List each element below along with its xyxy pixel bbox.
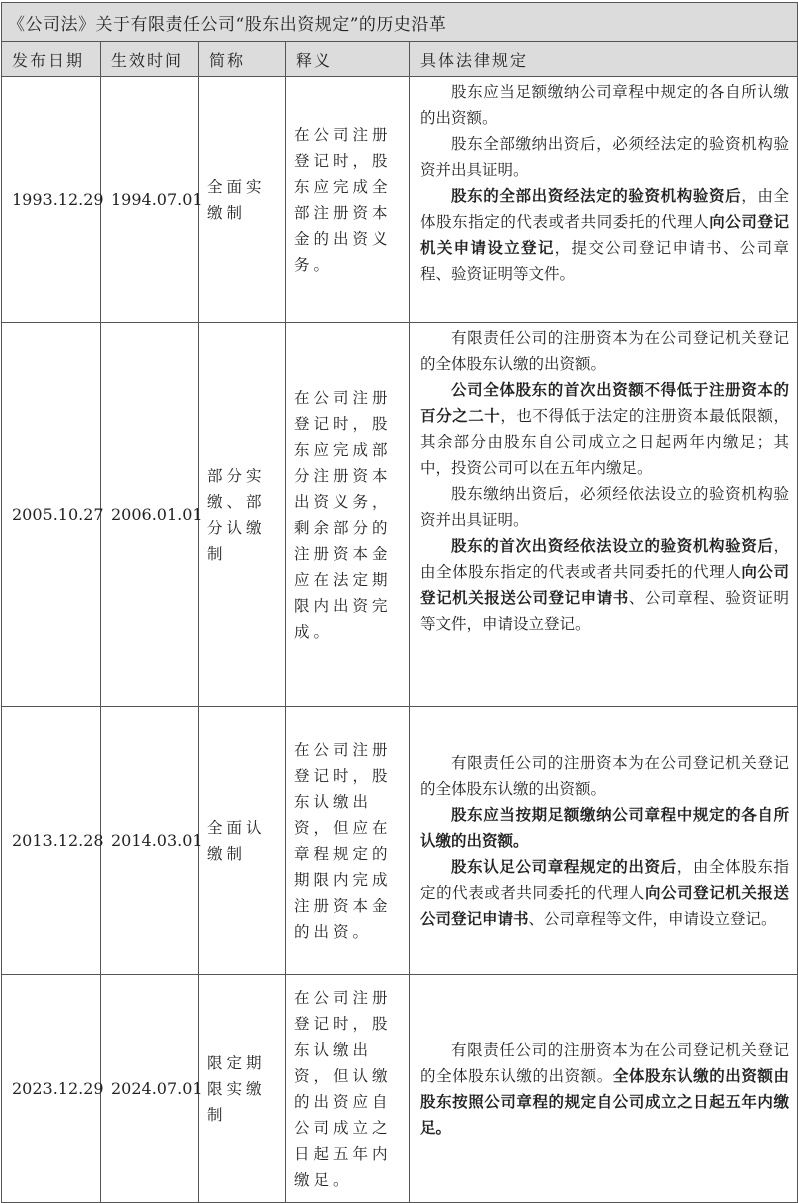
- publish-date: 2013.12.28: [2, 707, 101, 975]
- history-table: [1, 2, 798, 1203]
- law-text-run: 股东应当足额缴纳公司章程中规定的各自所认缴的出资额。: [420, 83, 789, 127]
- law-text-bold: 向公司登记机关申请设立登记: [420, 212, 789, 257]
- law-text-run: 有限责任公司的注册资本为在公司登记机关登记的全体股东认缴的出资额。: [420, 1040, 789, 1085]
- explanation: 在公司注册登记时，股东认缴出资，但认缴的出资应自公司成立之日起五年内缴足。: [286, 975, 410, 1203]
- header-explanation: 释义: [286, 42, 410, 77]
- law-text-run: ，提交公司登记申请书、公司章程、验资证明等文件。: [420, 239, 789, 283]
- law-text: [410, 975, 798, 1203]
- law-paragraph: [420, 750, 789, 802]
- law-paragraph: [420, 1037, 789, 1141]
- law-paragraph: [420, 183, 789, 287]
- law-paragraph: [420, 79, 789, 131]
- law-text: [410, 323, 798, 707]
- explanation: 在公司注册登记时，股东应完成全部注册资本金的出资义务。: [286, 77, 410, 323]
- table-row: [2, 707, 798, 975]
- law-text-bold: 向公司登记机关报送公司登记申请书: [420, 562, 789, 607]
- header-law-text: 具体法律规定: [410, 42, 798, 77]
- law-text-bold: 股东的全部出资经法定的验资机构验资后: [451, 186, 742, 205]
- publish-date: 1993.12.29: [2, 77, 101, 323]
- law-paragraph: [420, 802, 789, 854]
- law-text-run: ，由全体股东指定的代表或者共同委托的代理人: [420, 187, 789, 231]
- law-paragraph: [420, 377, 789, 481]
- table-row: [2, 323, 798, 707]
- law-paragraph: [420, 325, 789, 377]
- law-text-run: ，由全体股东指定的代表或者共同委托的代理人: [420, 857, 789, 902]
- explanation: 在公司注册登记时，股东应完成部分注册资本出资义务，剩余部分的注册资本金应在法定期限内出资完成。: [286, 323, 410, 707]
- short-name: 全面认缴制: [199, 707, 286, 975]
- law-text-run: 、公司章程、验资证明等文件，申请设立登记。: [420, 589, 789, 633]
- effective-date: 2024.07.01: [101, 975, 199, 1203]
- law-text: [410, 77, 798, 323]
- law-text: [410, 707, 798, 975]
- law-text-bold: 股东的首次出资经依法设立的验资机构验资后: [451, 536, 774, 555]
- table-title: 《公司法》关于有限责任公司“股东出资规定”的历史沿革: [2, 3, 798, 42]
- short-name: 部分实缴、部分认缴制: [199, 323, 286, 707]
- publish-date: 2023.12.29: [2, 975, 101, 1203]
- header-publish-date: 发布日期: [2, 42, 101, 77]
- law-text-run: 、公司章程等文件，申请设立登记。: [528, 909, 777, 928]
- law-paragraph: [420, 481, 789, 533]
- law-text-bold: 公司全体股东的首次出资额不得低于注册资本的百分之二十: [420, 380, 789, 425]
- short-name: 全面实缴制: [199, 77, 286, 323]
- effective-date: 2006.01.01: [101, 323, 199, 707]
- law-paragraph: [420, 854, 789, 932]
- effective-date: 2014.03.01: [101, 707, 199, 975]
- header-row: [2, 42, 798, 77]
- explanation: 在公司注册登记时，股东认缴出资，但应在章程规定的期限内完成注册资本金的出资。: [286, 707, 410, 975]
- table-row: [2, 77, 798, 323]
- effective-date: 1994.07.01: [101, 77, 199, 323]
- law-text-run: 股东缴纳出资后，必须经依法设立的验资机构验资并出具证明。: [420, 485, 789, 529]
- law-text-bold: 股东认足公司章程规定的出资后: [451, 856, 677, 876]
- law-text-run: 股东全部缴纳出资后，必须经法定的验资机构验资并出具证明。: [420, 135, 789, 179]
- publish-date: 2005.10.27: [2, 323, 101, 707]
- law-paragraph: [420, 131, 789, 183]
- law-text-run: 有限责任公司的注册资本为在公司登记机关登记的全体股东认缴的出资额。: [420, 753, 789, 798]
- law-text-run: ，也不得低于法定的注册资本最低限额，其余部分由股东自公司成立之日起两年内缴足；其中，投资公司可以在五年内缴足。: [420, 407, 789, 477]
- law-text-run: 有限责任公司的注册资本为在公司登记机关登记的全体股东认缴的出资额。: [420, 329, 789, 373]
- header-effective-date: 生效时间: [101, 42, 199, 77]
- law-paragraph: [420, 533, 789, 637]
- law-text-bold: 股东应当按期足额缴纳公司章程中规定的各自所认缴的出资额。: [420, 804, 789, 850]
- law-text-bold: 向公司登记机关报送公司登记申请书: [420, 882, 789, 928]
- law-text-run: ，由全体股东指定的代表或者共同委托的代理人: [420, 537, 789, 581]
- short-name: 限定期限实缴制: [199, 975, 286, 1203]
- table-row: [2, 975, 798, 1203]
- header-short-name: 简称: [199, 42, 286, 77]
- law-text-bold: 全体股东认缴的出资额由股东按照公司章程的规定自公司成立之日起五年内缴足。: [420, 1065, 789, 1137]
